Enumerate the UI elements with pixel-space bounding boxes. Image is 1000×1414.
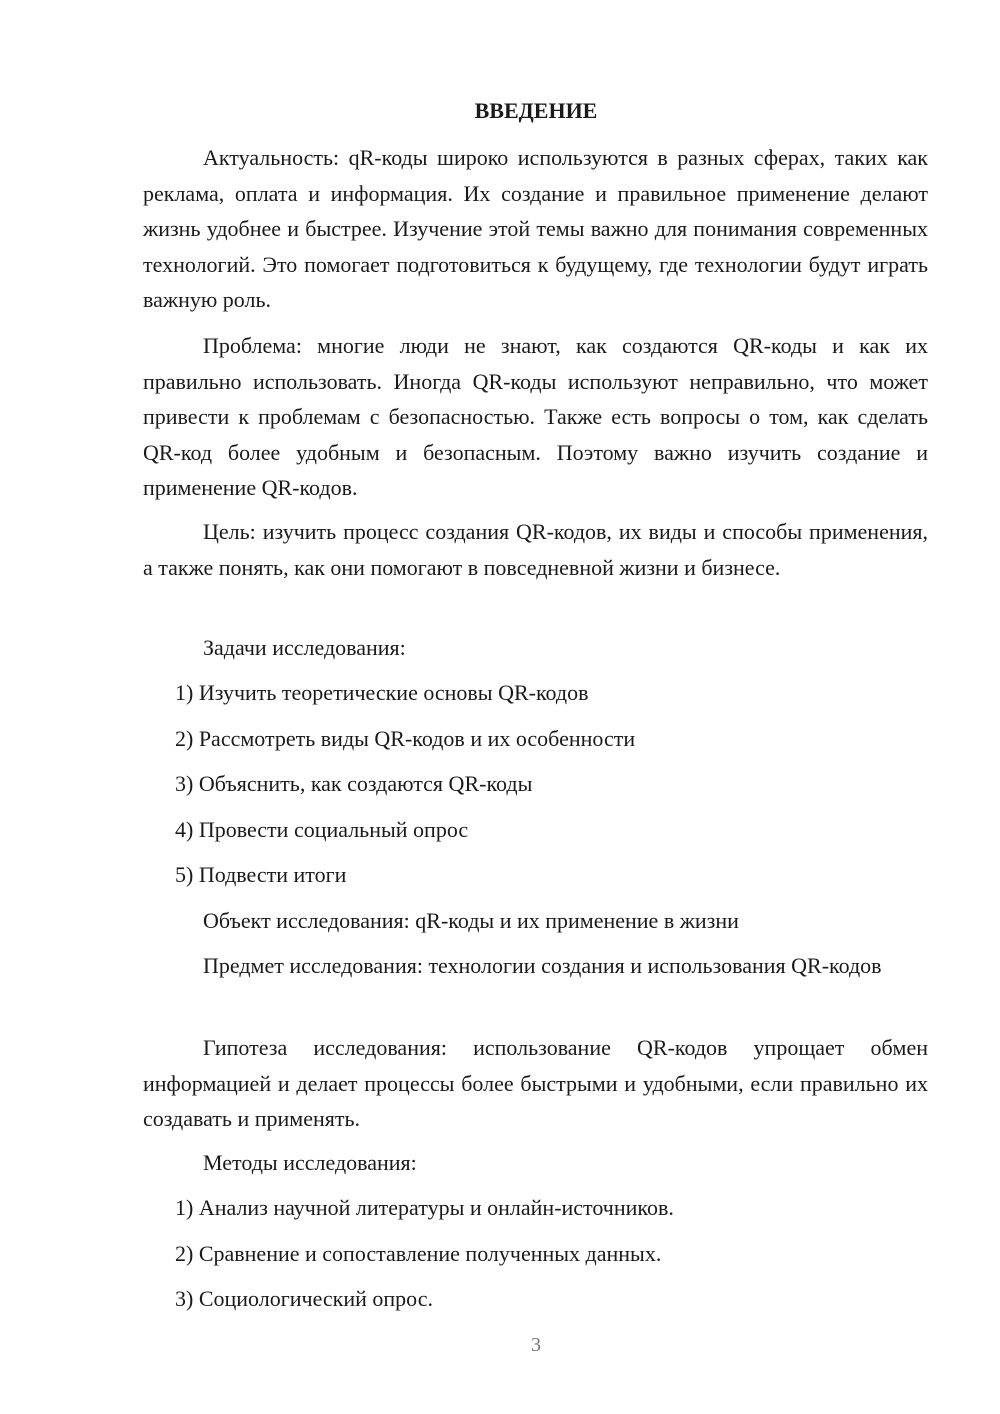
object-line: Объект исследования: qR-коды и их применение в жизни bbox=[203, 908, 739, 933]
page-title: ВВЕДЕНИЕ bbox=[474, 98, 598, 123]
method-item: 1) Анализ научной литературы и онлайн-источников. bbox=[175, 1195, 674, 1220]
subject-paragraph: Предмет исследования: технологии создания и использования QR-кодов bbox=[203, 953, 882, 978]
methods-title: Методы исследования: bbox=[203, 1150, 417, 1175]
method-item: 2) Сравнение и сопоставление полученных данных. bbox=[175, 1241, 662, 1266]
goal-paragraph: Цель: изучить процесс создания QR-кодов, их виды и способы применения, а также понять, как они помогают в повседневной жизни и бизнесе. bbox=[143, 519, 928, 580]
task-item: 5) Подвести итоги bbox=[175, 862, 347, 887]
hypothesis-paragraph: Гипотеза исследования: использование QR-кодов упрощает обмен информацией и делает процессы более быстрыми и удобными, если правильно их создавать и применять. bbox=[143, 1035, 928, 1131]
task-item: 2) Рассмотреть виды QR-кодов и их особенности bbox=[175, 726, 636, 751]
tasks-title: Задачи исследования: bbox=[203, 635, 406, 660]
task-item: 1) Изучить теоретические основы QR-кодов bbox=[175, 680, 589, 705]
task-item: 4) Провести социальный опрос bbox=[175, 817, 469, 842]
page-number: 3 bbox=[531, 1334, 541, 1356]
problem-paragraph: Проблема: многие люди не знают, как создаются QR-коды и как их правильно использовать. Иногда QR-коды используют неправильно, что может привести к проблемам с безопасностью. Также есть вопросы о том, как сделать QR-код более удобным и безопасным. Поэтому важно изучить создание и применение QR-кодов. bbox=[143, 333, 928, 500]
task-item: 3) Объяснить, как создаются QR-коды bbox=[175, 771, 533, 796]
method-item: 3) Социологический опрос. bbox=[175, 1286, 433, 1311]
relevance-paragraph: Актуальность: qR-коды широко используются в разных сферах, таких как реклама, оплата и информация. Их создание и правильное применение делают жизнь удобнее и быстрее. Изучение этой темы важно для понимания современных технологий. Это помогает подготовиться к будущему, где технологии будут играть важную роль. bbox=[143, 145, 928, 312]
